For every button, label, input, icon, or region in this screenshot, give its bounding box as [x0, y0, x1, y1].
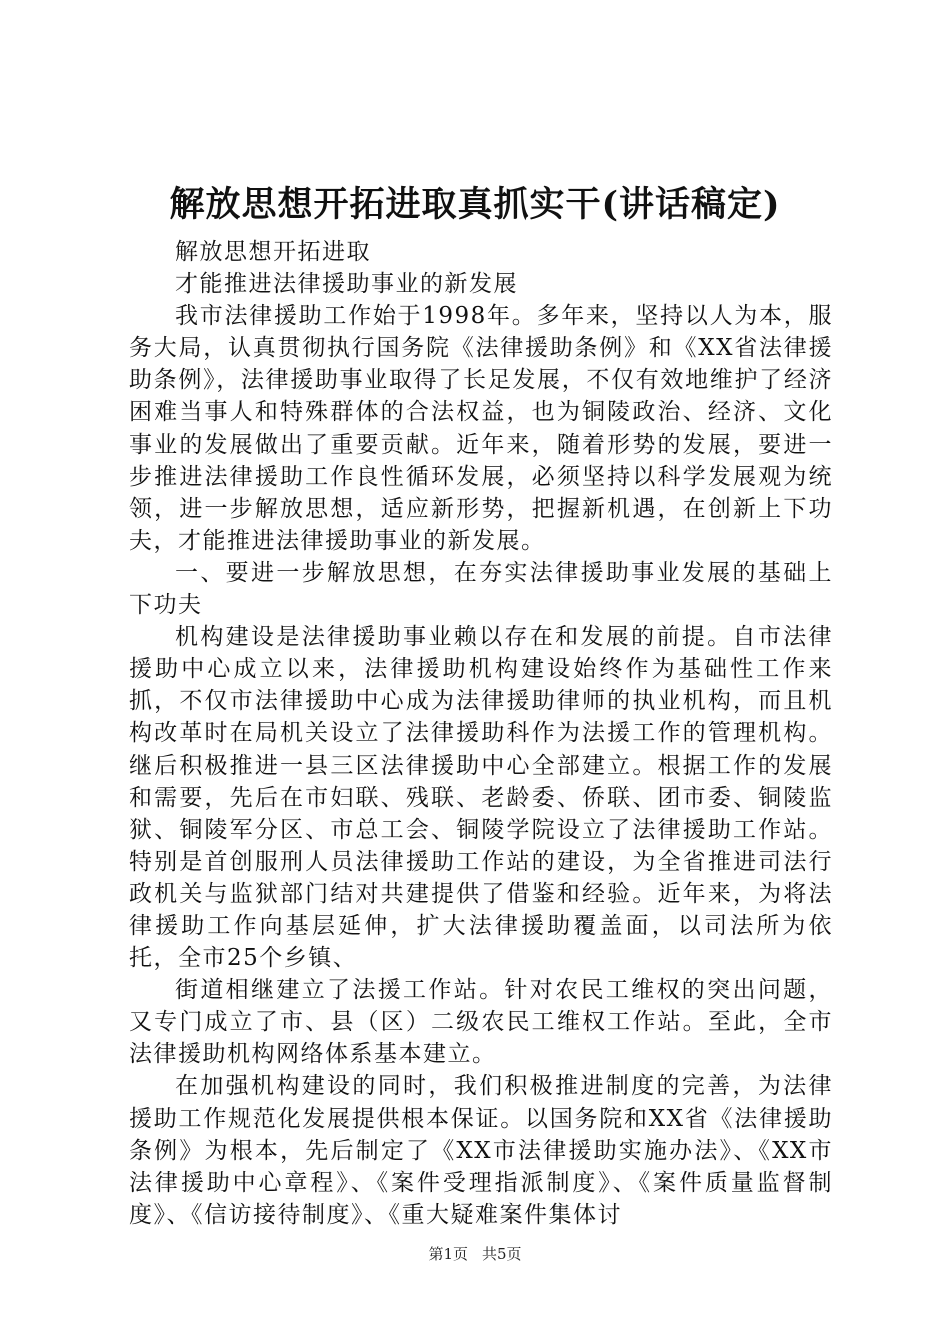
page-footer: [0, 1244, 950, 1264]
document-title: 解放思想开拓进取真抓实干(讲话稿定): [169, 184, 781, 225]
paragraph-subtitle-1: 解放思想开拓进取: [175, 239, 371, 265]
paragraph-street-stations: 街道相继建立了法援工作站。针对农民工维权的突出问题，又专门成立了市、县（区）二级农民工维权工作站。至此，全市法律援助机构网络体系基本建立。: [129, 977, 833, 1068]
section-heading-1: 一、要进一步解放思想，在夯实法律援助事业发展的基础上下功夫: [129, 559, 833, 619]
page-number: 第1页: [428, 1245, 468, 1263]
paragraph-system-improvement: 在加强机构建设的同时，我们积极推进制度的完善，为法律援助工作规范化发展提供根本保证。以国务院和XX省《法律援助条例》为根本，先后制定了《XX市法律援助实施办法》、《XX市法律援助中心章程》、《案件受理指派制度》、《案件质量监督制度》、《信访接待制度》、《重大疑难案件集体讨: [129, 1073, 833, 1228]
paragraph-subtitle-2: 才能推进法律援助事业的新发展: [175, 271, 518, 298]
document-body: [129, 236, 833, 1231]
page-total: 共5页: [482, 1245, 522, 1263]
paragraph-intro: 我市法律援助工作始于1998年。多年来，坚持以人为本，服务大局，认真贯彻执行国务院《法律援助条例》和《XX省法律援助条例》，法律援助事业取得了长足发展，不仅有效地维护了经济困难当事人和特殊群体的合法权益，也为铜陵政治、经济、文化事业的发展做出了重要贡献。近年来，随着形势的发展，要进一步推进法律援助工作良性循环发展，必须坚持以科学发展观为统领，进一步解放思想，适应新形势，把握新机遇，在创新上下功夫，才能推进法律援助事业的新发展。: [129, 303, 833, 554]
paragraph-institution-building: 机构建设是法律援助事业赖以存在和发展的前提。自市法律援助中心成立以来，法律援助机构建设始终作为基础性工作来抓，不仅市法律援助中心成为法律援助律师的执业机构，而且机构改革时在局机关设立了法律援助科作为法援工作的管理机构。继后积极推进一县三区法律援助中心全部建立。根据工作的发展和需要，先后在市妇联、残联、老龄委、侨联、团市委、铜陵监狱、铜陵军分区、市总工会、铜陵学院设立了法律援助工作站。特别是首创服刑人员法律援助工作站的建设，为全省推进司法行政机关与监狱部门结对共建提供了借鉴和经验。近年来，为将法律援助工作向基层延伸，扩大法律援助覆盖面，以司法所为依托，全市25个乡镇、: [129, 624, 833, 972]
